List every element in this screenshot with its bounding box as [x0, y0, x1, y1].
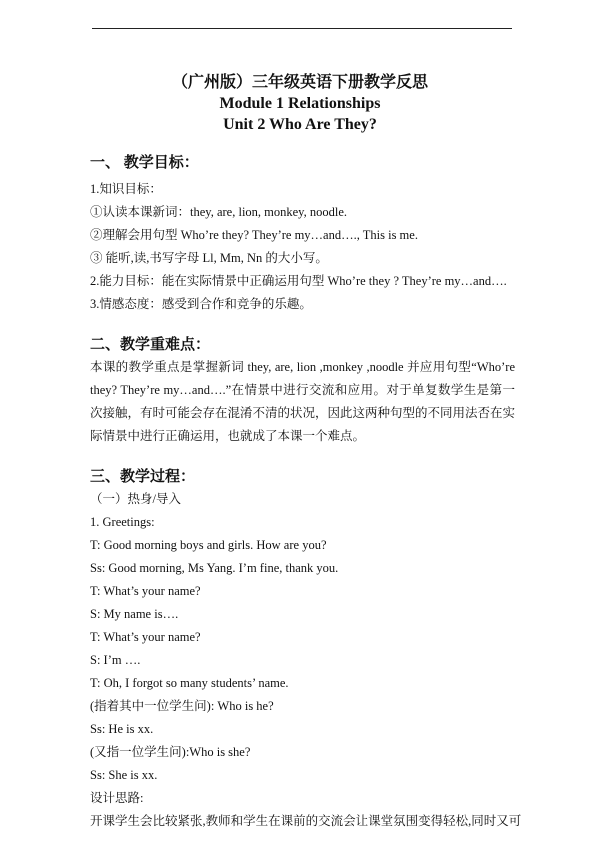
title-block — [0, 72, 600, 135]
objective-line: 1.知识目标： — [90, 182, 162, 196]
objective-line: ③ 能听,读,书写字母 Ll, Mm, Nn 的大小写。 — [90, 251, 328, 265]
objective-line: ①认读本课新词：they, are, lion, monkey, noodle. — [90, 205, 348, 219]
section-teaching-process-heading: 三、教学过程： — [90, 469, 196, 485]
key-points-paragraph: 本课的教学重点是掌握新词 they, are, lion ,monkey ,noodle 并应用句型“Who’re they? They’re my…and….”在情景中进行交流和应用。对于单复数学生是第一次接触，有时可能会存在混淆不清的状况，因此这两种句型的不同用法否在实际情景中进行正确运用，也就成了本课一个难点。 — [90, 360, 516, 443]
section-teaching-objectives-heading: 一、 教学目标： — [90, 155, 199, 171]
process-line: 设计思路: — [90, 791, 144, 805]
document-body — [90, 152, 522, 833]
module-title: Module 1 Relationships — [219, 95, 381, 112]
process-line: S: I’m …. — [90, 653, 141, 667]
process-line: Ss: She is xx. — [90, 768, 158, 782]
process-line: 开课学生会比较紧张,教师和学生在课前的交流会让课堂氛围变得轻松,同时又可 — [90, 814, 522, 828]
section-key-points-heading: 二、教学重难点： — [90, 337, 211, 353]
objective-line: 3.情感态度：感受到合作和竞争的乐趣。 — [90, 297, 312, 311]
process-line: （一）热身/导入 — [90, 492, 181, 506]
objective-line: 2.能力目标：能在实际情景中正确运用句型 Who’re they ? They’re my…and…. — [90, 274, 507, 288]
process-line: T: Good morning boys and girls. How are you? — [90, 538, 327, 552]
process-line: (又指一位学生问):Who is she? — [90, 745, 251, 759]
process-line: (指着其中一位学生问): Who is he? — [90, 699, 274, 713]
process-line: S: My name is…. — [90, 607, 179, 621]
header-rule — [92, 28, 512, 29]
process-line: T: Oh, I forgot so many students’ name. — [90, 676, 289, 690]
document-title: （广州版）三年级英语下册教学反思 — [171, 74, 428, 91]
process-line: Ss: Good morning, Ms Yang. I’m fine, thank you. — [90, 561, 339, 575]
process-line: 1. Greetings: — [90, 515, 155, 529]
process-line: T: What’s your name? — [90, 584, 201, 598]
process-line: Ss: He is xx. — [90, 722, 154, 736]
objective-line: ②理解会用句型 Who’re they? They’re my…and…., This is me. — [90, 228, 418, 242]
process-line: T: What’s your name? — [90, 630, 201, 644]
unit-title: Unit 2 Who Are They? — [223, 116, 377, 133]
